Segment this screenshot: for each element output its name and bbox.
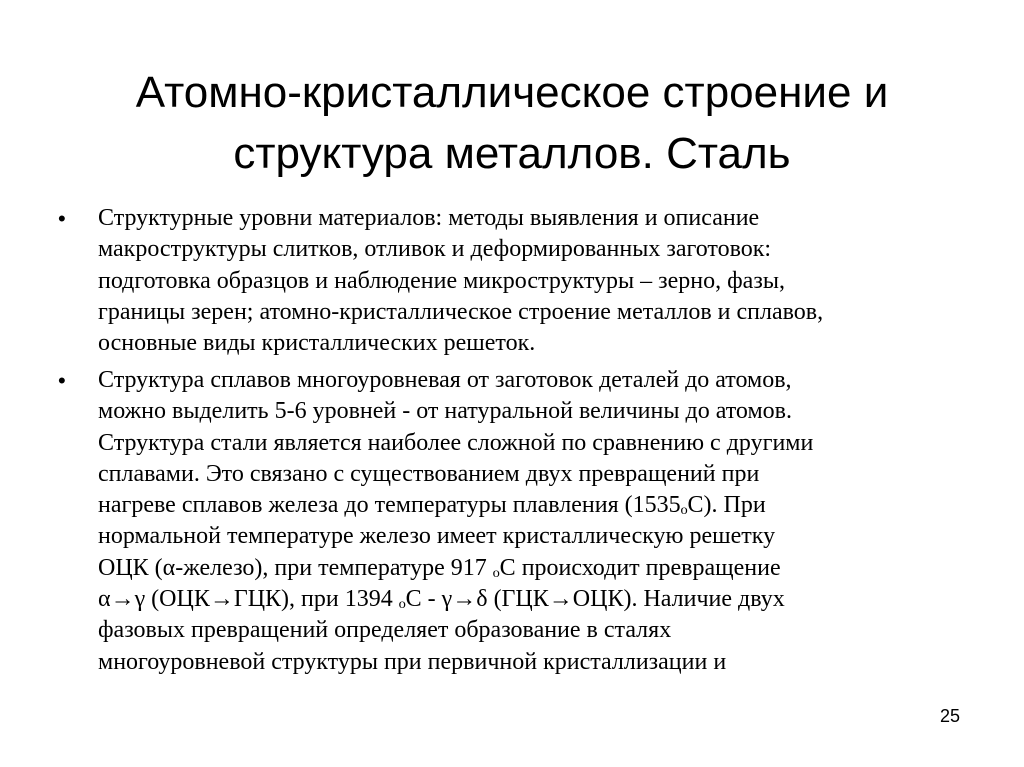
bullet-text (98, 203, 978, 359)
bullet-text-line: сплавами. Это связано с существованием двух превращений при (98, 460, 760, 487)
slide-title-line: Атомно-кристаллическое строение и (135, 68, 889, 117)
bullet-text-line: нормальной температуре железо имеет кристаллическую решетку (98, 523, 776, 550)
bullet-text-line: многоуровневой структуры при первичной кристаллизации и (98, 648, 727, 675)
bullet-icon: • (58, 206, 66, 231)
bullet-text-line: можно выделить 5-6 уровней - от натуральной величины до атомов. (98, 398, 792, 425)
bullet-text-line: Структурные уровни материалов: методы выявления и описание (98, 205, 760, 231)
bullet-text (98, 365, 978, 678)
bullet-text-line: подготовка образцов и наблюдение микроструктуры – зерно, фазы, (98, 267, 785, 294)
bullet-text-line: нагреве сплавов железа до температуры плавления (1535ₒС). При (98, 492, 766, 519)
bullet-text-line: α→γ (ОЦК→ГЦК), при 1394 ₒС - γ→δ (ГЦК→ОЦК). Наличие двух (98, 586, 785, 613)
bullet-text-line: фазовых превращений определяет образование в сталях (98, 617, 672, 644)
page-number: 25 (940, 706, 961, 726)
bullet-text-line: макроструктуры слитков, отливок и деформированных заготовок: (98, 236, 772, 263)
bullet-text-line: Структура стали является наиболее сложной по сравнению с другими (98, 429, 814, 456)
bullet-icon: • (58, 368, 66, 393)
bullet-text-line: основные виды кристаллических решеток. (98, 330, 536, 357)
bullet-text-line: Структура сплавов многоуровневая от заготовок деталей до атомов, (98, 367, 792, 393)
bullet-text-line: ОЦК (α-железо), при температуре 917 ₒС происходит превращение (98, 554, 781, 581)
bullet-text-line: границы зерен; атомно-кристаллическое строение металлов и сплавов, (98, 298, 824, 325)
slide-title-line: структура металлов. Сталь (233, 129, 791, 178)
